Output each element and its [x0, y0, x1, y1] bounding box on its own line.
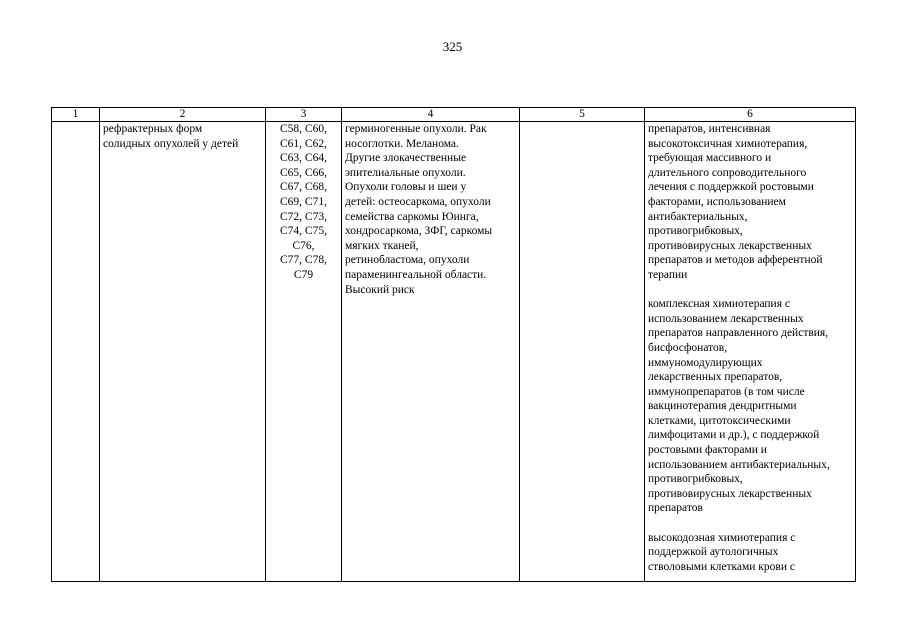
- cell-line: солидных опухолей у детей: [103, 137, 239, 150]
- cell-line: вакцинотерапия дендритными: [648, 400, 797, 413]
- cell-icd-codes: [266, 122, 342, 582]
- cell-col5: [520, 122, 645, 582]
- cell-line: Опухоли головы и шеи у: [345, 181, 467, 194]
- cell-line: ретинобластома, опухоли: [345, 254, 470, 267]
- cell-line: C67, C68,: [280, 181, 327, 194]
- treatment-block-3: [648, 531, 852, 575]
- cell-line: лимфоцитами и др.), с поддержкой: [648, 429, 820, 442]
- cell-line: Другие злокачественные: [345, 152, 467, 165]
- cell-line: противогрибковых,: [648, 473, 743, 486]
- cell-line: C79: [293, 268, 314, 281]
- cell-line: высокодозная химиотерапия с: [648, 531, 796, 544]
- cell-line: детей: остеосаркома, опухоли: [345, 195, 491, 208]
- cell-line: рефрактерных форм: [103, 123, 203, 135]
- block-spacer: [648, 283, 852, 298]
- table-row: [52, 122, 856, 582]
- cell-line: C74, C75,: [280, 225, 327, 238]
- cell-line: высокотоксичная химиотерапия,: [648, 137, 808, 150]
- cell-col1: [52, 122, 100, 582]
- cell-line: препаратов: [648, 502, 703, 515]
- cell-line: C69, C71,: [280, 195, 327, 208]
- cell-line: параменингеальной области.: [345, 268, 487, 281]
- column-header-4: 4: [342, 108, 520, 122]
- cell-line: мягких тканей,: [345, 239, 419, 252]
- cell-line: C72, C73,: [280, 210, 327, 223]
- treatment-block-1: [648, 122, 852, 283]
- column-header-3: 3: [266, 108, 342, 122]
- cell-disease-description: [342, 122, 520, 582]
- cell-line: факторами, использованием: [648, 195, 786, 208]
- cell-line: противовирусных лекарственных: [648, 239, 812, 252]
- cell-line: антибактериальных,: [648, 210, 748, 223]
- cell-line: требующая массивного и: [648, 152, 772, 165]
- cell-line: ростовыми факторами и: [648, 444, 767, 457]
- column-header-2: 2: [100, 108, 266, 122]
- column-header-1: 1: [52, 108, 100, 122]
- column-header-5: 5: [520, 108, 645, 122]
- cell-treatment-methods: [645, 122, 856, 582]
- cell-line: лекарственных препаратов,: [648, 371, 783, 384]
- column-header-6: 6: [645, 108, 856, 122]
- cell-line: препаратов, интенсивная: [648, 123, 771, 135]
- cell-line: использованием антибактериальных,: [648, 458, 830, 471]
- cell-line: C61, C62,: [280, 137, 327, 150]
- cell-line: стволовыми клетками крови с: [648, 560, 795, 573]
- cell-line: противовирусных лекарственных: [648, 487, 812, 500]
- cell-line: иммунопрепаратов (в том числе: [648, 385, 805, 398]
- cell-line: препаратов направленного действия,: [648, 327, 829, 340]
- cell-diagnosis-group: [100, 122, 266, 582]
- treatment-block-2: [648, 297, 852, 516]
- cell-line: длительного сопроводительного: [648, 166, 807, 179]
- cell-line: C77, C78,: [280, 254, 327, 267]
- cell-line: препаратов и методов афферентной: [648, 254, 823, 267]
- cell-line: иммуномодулирующих: [648, 356, 763, 369]
- cell-line: комплексная химиотерапия с: [648, 298, 790, 311]
- clinical-table: [51, 107, 856, 582]
- cell-line: эпителиальные опухоли.: [345, 166, 466, 179]
- cell-line: терапии: [648, 268, 688, 281]
- cell-line: семейства саркомы Юинга,: [345, 210, 479, 223]
- cell-line: противогрибковых,: [648, 225, 743, 238]
- cell-line: поддержкой аутологичных: [648, 546, 779, 559]
- block-spacer: [648, 516, 852, 531]
- table-header-row: [52, 108, 856, 122]
- cell-line: C63, C64,: [280, 152, 327, 165]
- cell-line: клетками, цитотоксическими: [648, 414, 791, 427]
- cell-line: лечения с поддержкой ростовыми: [648, 181, 814, 194]
- cell-line: использованием лекарственных: [648, 312, 804, 325]
- page-number: 325: [442, 39, 463, 54]
- cell-line: носоглотки. Меланома.: [345, 137, 459, 150]
- cell-line: Высокий риск: [345, 283, 415, 296]
- cell-line: C76,: [292, 239, 315, 252]
- cell-line: герминогенные опухоли. Рак: [345, 123, 487, 135]
- cell-line: C58, C60,: [280, 123, 327, 135]
- cell-line: C65, C66,: [280, 166, 327, 179]
- cell-line: бисфосфонатов,: [648, 341, 728, 354]
- cell-line: хондросаркома, ЗФГ, саркомы: [345, 225, 493, 238]
